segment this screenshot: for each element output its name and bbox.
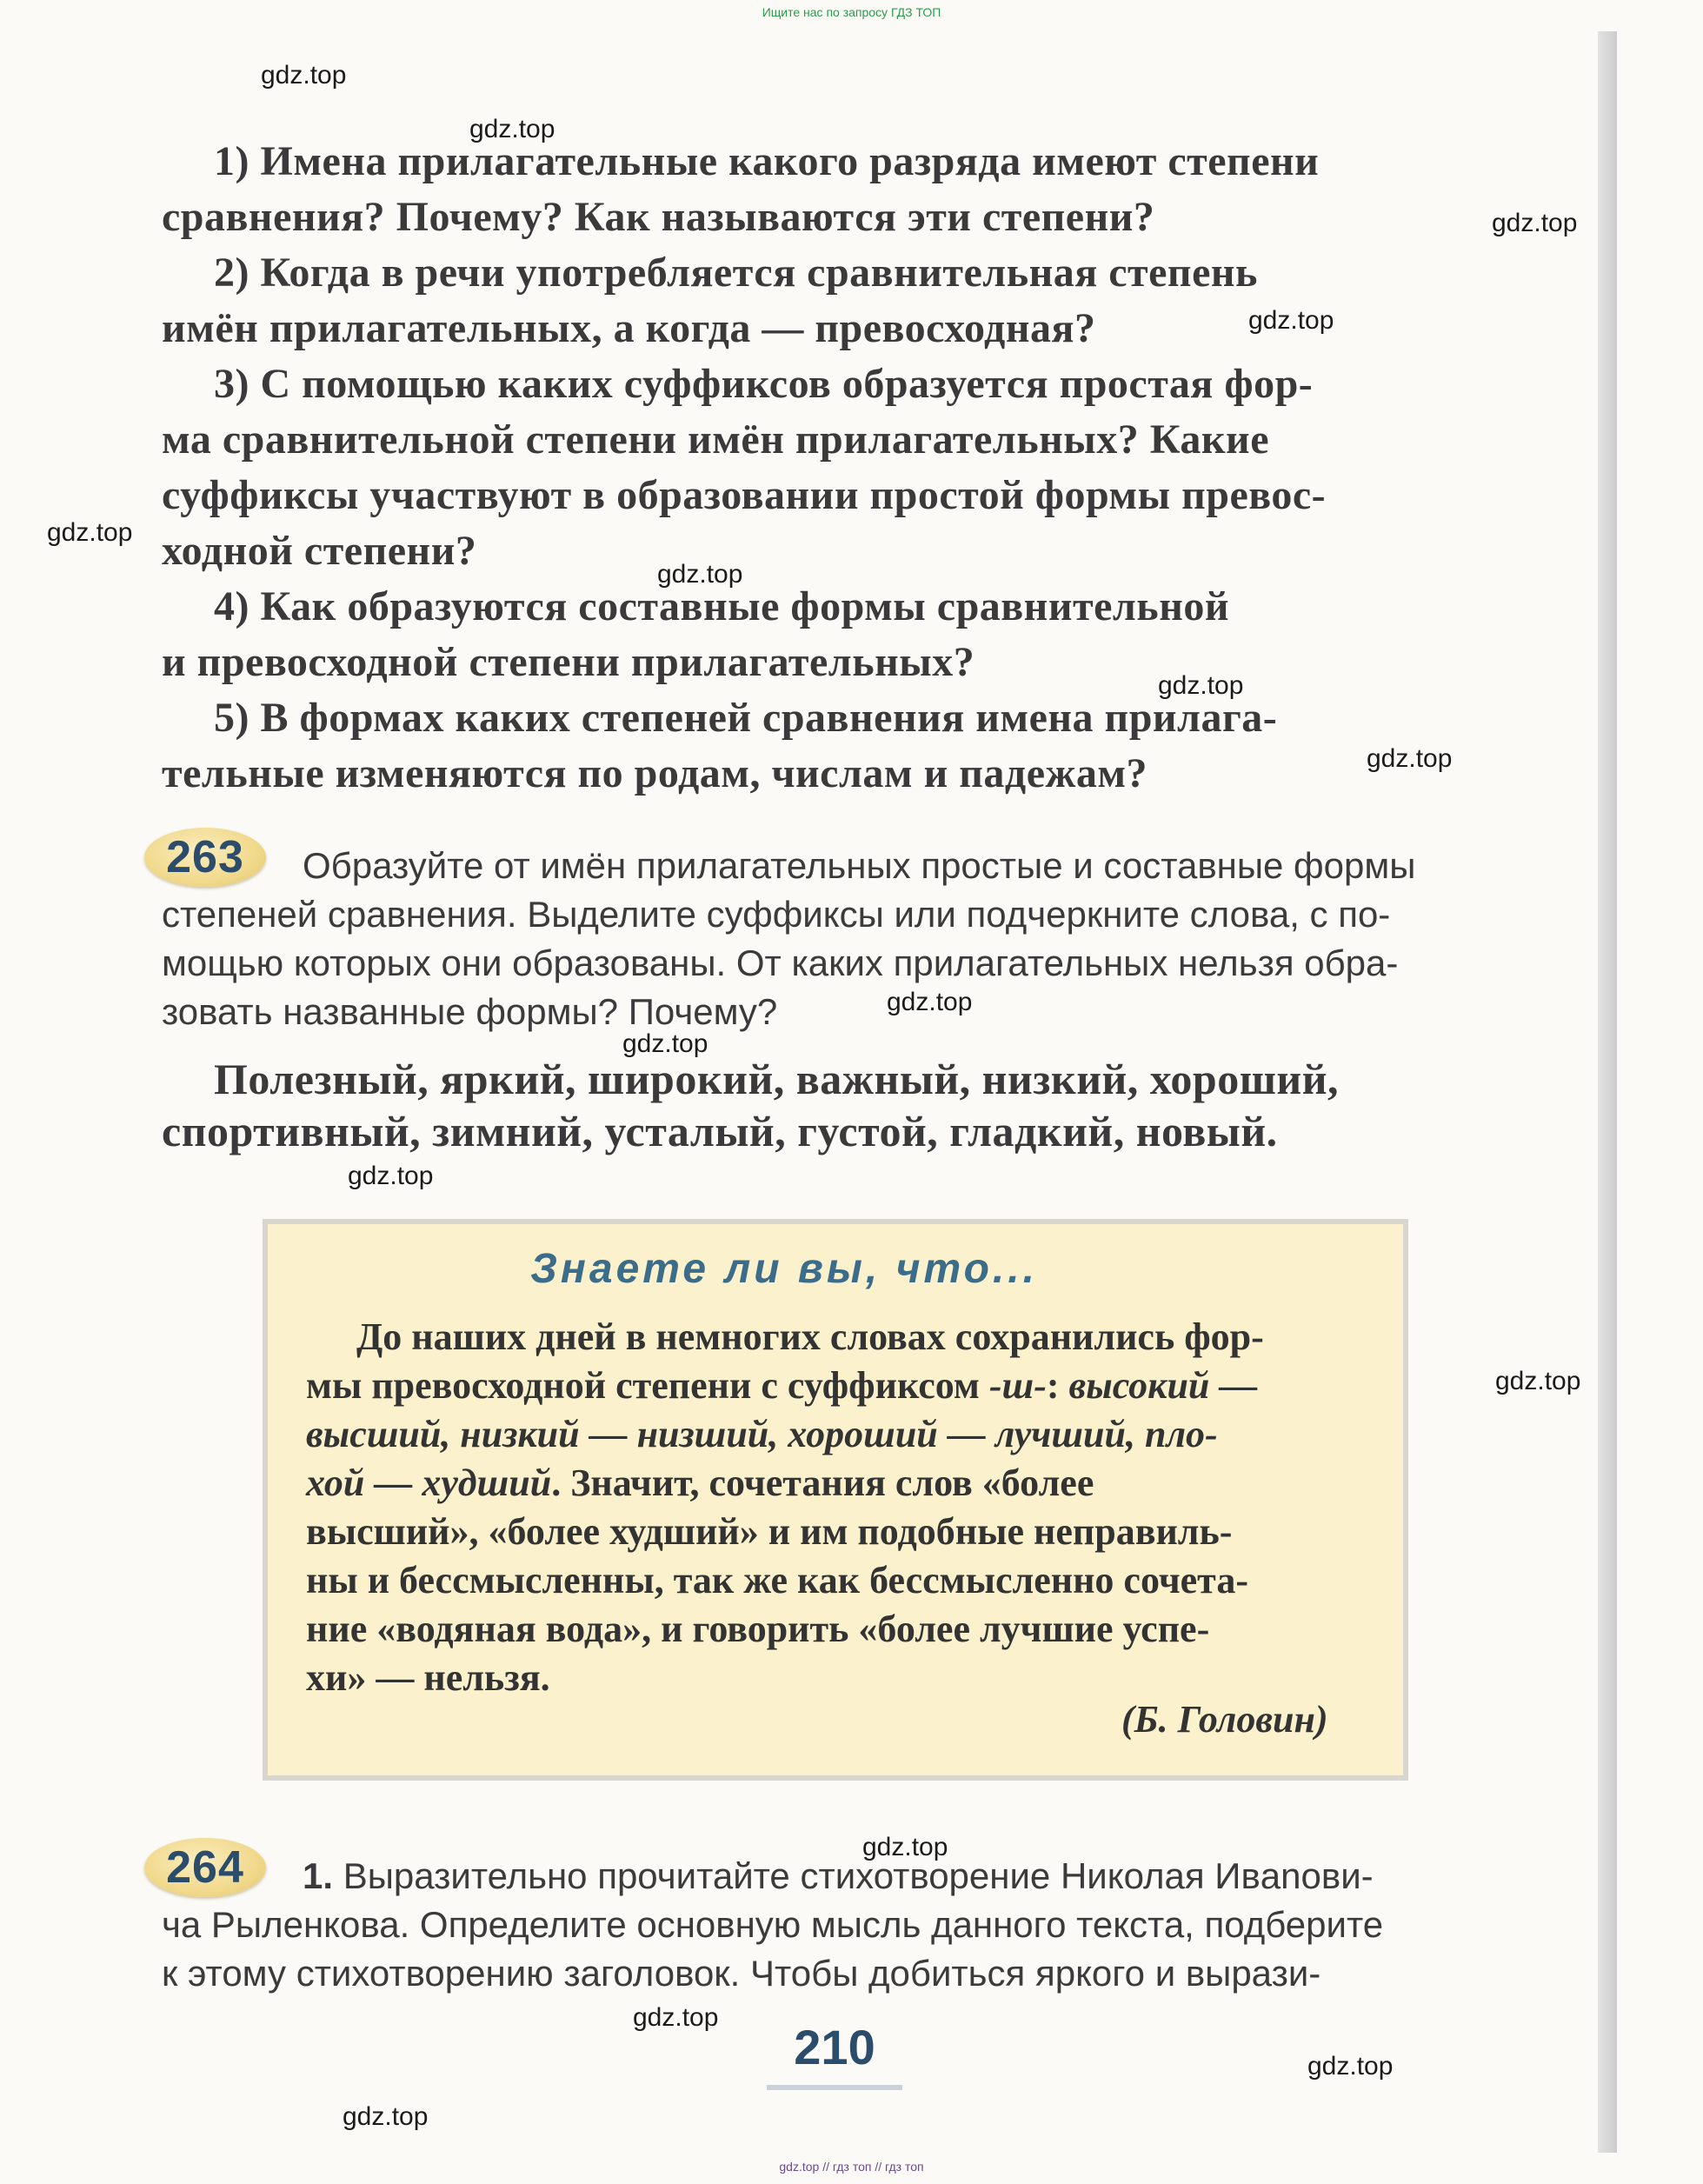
exercise-263-text: Образуйте от имён прилагательных простые и составные формы xyxy=(303,845,1416,886)
box-text-line: хи» — нельзя. xyxy=(306,1656,550,1699)
question-line: 3) С помощью каких суффиксов образуется простая фор- xyxy=(214,361,1314,407)
box-author: (Б. Головин) xyxy=(1121,1698,1328,1741)
question-line: 2) Когда в речи употребляется сравнительная степень xyxy=(214,250,1258,296)
question-line: и превосходной степени прилагательных? xyxy=(162,639,975,685)
watermark: gdz.top xyxy=(1492,209,1578,237)
exercise-263-text: степеней сравнения. Выделите суффиксы или подчеркните слова, с по- xyxy=(162,894,1391,935)
question-line: ходной степени? xyxy=(162,528,477,574)
watermark: gdz.top xyxy=(469,115,555,143)
exercise-264-item: 1. xyxy=(303,1855,334,1896)
watermark: gdz.top xyxy=(348,1162,434,1190)
box-text-line: До наших дней в немногих словах сохранились фор- xyxy=(356,1315,1264,1358)
watermark: gdz.top xyxy=(657,560,743,589)
exercise-263-text: мощью которых они образованы. От каких прилагательных нельзя обра- xyxy=(162,942,1399,983)
box-text-line: высший», «более худший» и им подобные неправиль- xyxy=(306,1510,1233,1553)
exercise-263-words: Полезный, яркий, широкий, важный, низкий, хороший, xyxy=(214,1055,1340,1103)
footer-note: gdz.top // гдз топ // гдз топ xyxy=(779,2160,924,2174)
page-number-underline xyxy=(767,2085,902,2090)
question-line: 1) Имена прилагательные какого разряда имеют степени xyxy=(214,138,1320,184)
watermark: gdz.top xyxy=(1367,744,1453,773)
page-number: 210 xyxy=(794,2020,875,2074)
watermark: gdz.top xyxy=(1158,671,1244,700)
watermark: gdz.top xyxy=(622,1029,708,1058)
exercise-263-text: зовать названные формы? Почему? xyxy=(162,991,778,1032)
watermark: gdz.top xyxy=(1307,2052,1394,2081)
question-line: тельные изменяются по родам, числам и падежам? xyxy=(162,750,1148,796)
box-title: Знаете ли вы, что... xyxy=(530,1246,1038,1292)
page-edge-shadow xyxy=(1598,31,1617,2153)
box-text-line: хой — худший. Значит, сочетания слов «более xyxy=(306,1462,1094,1504)
box-text-line: ние «водяная вода», и говорить «более лучшие успе- xyxy=(306,1608,1210,1650)
box-text-line: мы превосходной степени с суффиксом -ш-: высокий — xyxy=(306,1364,1258,1407)
watermark: gdz.top xyxy=(887,988,973,1016)
exercise-264-text: 1. Выразительно прочитайте стихотворение Николая Ивanови- xyxy=(303,1855,1374,1896)
watermark: gdz.top xyxy=(862,1833,948,1861)
watermark: gdz.top xyxy=(47,518,133,547)
question-line: ма сравнительной степени имён прилагательных? Какие xyxy=(162,416,1269,463)
box-text-line: ны и бессмысленны, так же как бессмысленно сочета- xyxy=(306,1559,1248,1601)
exercise-263-words: спортивный, зимний, усталый, густой, гладкий, новый. xyxy=(162,1107,1278,1155)
question-line: 5) В формах каких степеней сравнения имена прилага- xyxy=(214,695,1278,741)
box-text-line: высший, низкий — низший, хороший — лучший, пло- xyxy=(306,1413,1218,1455)
question-line: суффиксы участвуют в образовании простой формы превос- xyxy=(162,472,1327,518)
watermark: gdz.top xyxy=(1248,306,1334,335)
header-note: Ищите нас по запросу ГДЗ ТОП xyxy=(762,5,941,19)
exercise-264-text: ча Рыленкова. Определите основную мысль данного текста, подберите xyxy=(162,1904,1384,1945)
watermark: gdz.top xyxy=(633,2003,719,2032)
exercise-264-text: к этому стихотворению заголовок. Чтобы добиться яркого и вырази- xyxy=(162,1953,1321,1994)
watermark: gdz.top xyxy=(343,2102,429,2131)
watermark: gdz.top xyxy=(261,61,347,90)
watermark: gdz.top xyxy=(1495,1367,1581,1395)
exercise-number-badge: 264 xyxy=(144,1838,266,1897)
question-line: имён прилагательных, а когда — превосходная? xyxy=(162,305,1096,351)
exercise-number-badge: 263 xyxy=(144,828,266,887)
question-line: сравнения? Почему? Как называются эти степени? xyxy=(162,194,1155,240)
question-line: 4) Как образуются составные формы сравнительной xyxy=(214,583,1229,629)
